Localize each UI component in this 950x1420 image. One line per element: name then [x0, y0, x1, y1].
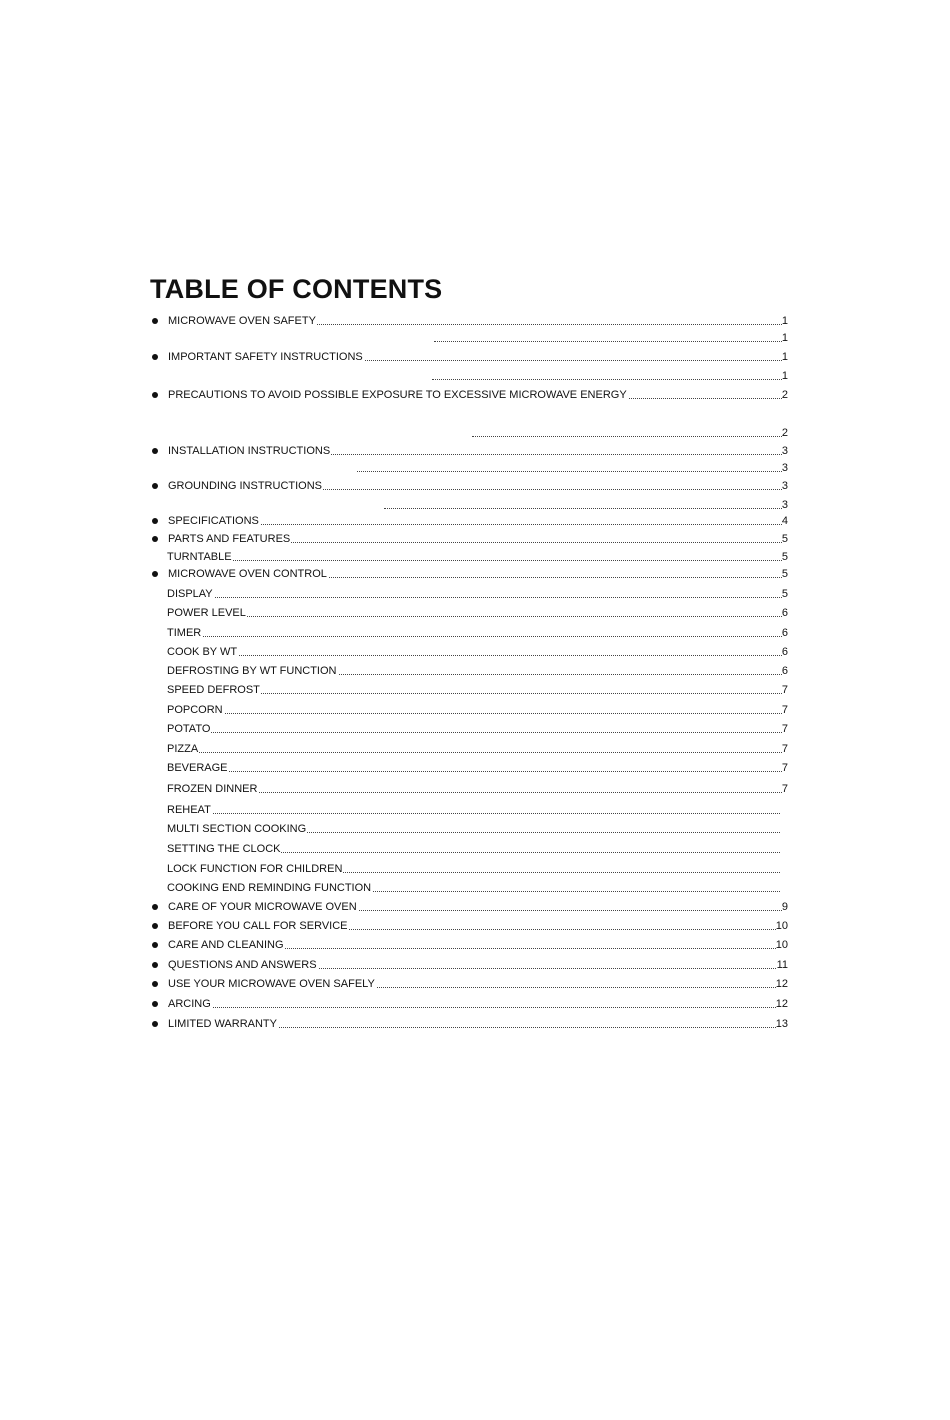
toc-entry-page-number: 3 [781, 499, 788, 511]
dot-leader [168, 813, 780, 814]
toc-entry[interactable] [0, 626, 950, 640]
toc-entry[interactable] [0, 532, 950, 546]
toc-entry-page-number: 5 [781, 568, 788, 580]
dot-leader [434, 341, 782, 342]
toc-entry-page-number: 3 [781, 480, 788, 492]
toc-entry-page-number: 1 [781, 315, 788, 327]
toc-entry[interactable] [0, 444, 950, 458]
page-title: TABLE OF CONTENTS [150, 274, 443, 304]
toc-entry-page-number: 5 [781, 551, 788, 563]
toc-entry-label: COOK BY WT [167, 646, 238, 658]
toc-entry-label: MULTI SECTION COOKING [167, 823, 307, 835]
toc-entry-page-number: 10 [775, 920, 788, 932]
toc-entry-page-number: 6 [781, 607, 788, 619]
dot-leader [384, 508, 782, 509]
toc-entry-page-number: 6 [781, 627, 788, 639]
toc-entry-label: USE YOUR MICROWAVE OVEN SAFELY [168, 978, 375, 990]
toc-entry-label: CARE AND CLEANING [168, 939, 284, 951]
toc-entry-label: SETTING THE CLOCK [167, 843, 281, 855]
toc-entry[interactable] [0, 900, 950, 914]
toc-entry[interactable] [0, 862, 950, 876]
toc-entry[interactable] [0, 314, 950, 328]
toc-entry[interactable] [0, 350, 950, 364]
toc-entry-page-number: 4 [781, 515, 788, 527]
toc-entry[interactable] [0, 388, 950, 402]
toc-entry[interactable] [0, 761, 950, 775]
toc-entry[interactable] [0, 742, 950, 756]
dot-leader [168, 732, 782, 733]
toc-entry[interactable] [0, 683, 950, 697]
bullet-icon [152, 1021, 158, 1027]
toc-entry-label: SPECIFICATIONS [168, 515, 259, 527]
toc-entry-label: DEFROSTING BY WT FUNCTION [167, 665, 337, 677]
toc-entry-page-number: 7 [781, 684, 788, 696]
dot-leader [168, 713, 782, 714]
toc-entry-label: DISPLAY [167, 588, 213, 600]
toc-entry-label: ARCING [168, 998, 211, 1010]
toc-entry[interactable] [0, 479, 950, 493]
toc-entry[interactable] [0, 919, 950, 933]
toc-entry[interactable] [0, 550, 950, 564]
toc-entry-page-number: 5 [781, 588, 788, 600]
toc-entry[interactable] [0, 958, 950, 972]
toc-entry-label: TURNTABLE [167, 551, 232, 563]
bullet-icon [152, 354, 158, 360]
toc-entry[interactable] [0, 977, 950, 991]
toc-entry-page-number: 2 [781, 389, 788, 401]
toc-entry-label: BEFORE YOU CALL FOR SERVICE [168, 920, 348, 932]
toc-entry-page-number: 7 [781, 704, 788, 716]
toc-entry-label: CARE OF YOUR MICROWAVE OVEN [168, 901, 357, 913]
toc-entry-label: REHEAT [167, 804, 211, 816]
bullet-icon [152, 536, 158, 542]
toc-entry-label: POTATO [167, 723, 211, 735]
toc-entry-page-number: 2 [781, 427, 788, 439]
toc-entry-label: FROZEN DINNER [167, 783, 258, 795]
toc-entry[interactable] [0, 664, 950, 678]
toc-entry-label: PIZZA [167, 743, 199, 755]
toc-entry-page-number: 1 [781, 351, 788, 363]
toc-entry-label: COOKING END REMINDING FUNCTION [167, 882, 372, 894]
bullet-icon [152, 942, 158, 948]
toc-entry-page-number: 3 [781, 445, 788, 457]
toc-entry-label: SPEED DEFROST [167, 684, 260, 696]
bullet-icon [152, 318, 158, 324]
dot-leader [472, 436, 782, 437]
toc-entry-page-number: 7 [781, 783, 788, 795]
toc-entry-label: IMPORTANT SAFETY INSTRUCTIONS [168, 351, 363, 363]
toc-entry-page-number: 11 [776, 959, 788, 971]
toc-entry[interactable] [0, 461, 950, 475]
toc-entry[interactable] [0, 881, 950, 895]
toc-entry-page-number: 7 [781, 723, 788, 735]
toc-entry-page-number: 3 [781, 462, 788, 474]
toc-entry[interactable] [0, 997, 950, 1011]
toc-entry[interactable] [0, 1017, 950, 1031]
bullet-icon [152, 483, 158, 489]
dot-leader [168, 792, 782, 793]
bullet-icon [152, 392, 158, 398]
toc-entry[interactable] [0, 803, 950, 817]
dot-leader [168, 560, 782, 561]
dot-leader [432, 379, 782, 380]
toc-entry[interactable] [0, 498, 950, 512]
toc-entry-label: QUESTIONS AND ANSWERS [168, 959, 317, 971]
toc-entry-page-number: 13 [775, 1018, 788, 1030]
toc-entry-label: PARTS AND FEATURES [168, 533, 291, 545]
dot-leader [168, 771, 782, 772]
dot-leader [168, 1007, 782, 1008]
bullet-icon [152, 1001, 158, 1007]
toc-entry[interactable] [0, 722, 950, 736]
toc-entry-label: LOCK FUNCTION FOR CHILDREN [167, 863, 343, 875]
toc-entry[interactable] [0, 822, 950, 836]
toc-entry-page-number: 6 [781, 646, 788, 658]
toc-entry-page-number: 9 [781, 901, 788, 913]
bullet-icon [152, 904, 158, 910]
toc-entry[interactable] [0, 645, 950, 659]
toc-entry-label: TIMER [167, 627, 202, 639]
toc-entry-label: MICROWAVE OVEN SAFETY [168, 315, 316, 327]
bullet-icon [152, 962, 158, 968]
toc-entry-label: MICROWAVE OVEN CONTROL [168, 568, 327, 580]
dot-leader [168, 636, 782, 637]
bullet-icon [152, 448, 158, 454]
toc-entry[interactable] [0, 331, 950, 345]
bullet-icon [152, 981, 158, 987]
toc-entry-page-number: 12 [775, 998, 788, 1010]
toc-entry-label: GROUNDING INSTRUCTIONS [168, 480, 322, 492]
toc-entry[interactable] [0, 587, 950, 601]
toc-entry[interactable] [0, 606, 950, 620]
toc-entry-label: POPCORN [167, 704, 223, 716]
toc-entry-page-number: 1 [781, 370, 788, 382]
bullet-icon [152, 571, 158, 577]
bullet-icon [152, 923, 158, 929]
toc-entry-label: BEVERAGE [167, 762, 228, 774]
toc-entry-page-number: 12 [775, 978, 788, 990]
dot-leader [168, 524, 782, 525]
toc-entry-page-number: 10 [775, 939, 788, 951]
toc-entry[interactable] [0, 426, 950, 440]
toc-entry-page-number: 5 [781, 533, 788, 545]
toc-entry[interactable] [0, 514, 950, 528]
dot-leader [168, 752, 782, 753]
dot-leader [168, 616, 782, 617]
toc-entry[interactable] [0, 567, 950, 581]
toc-entry-page-number: 1 [781, 332, 788, 344]
toc-entry[interactable] [0, 782, 950, 796]
toc-entry-label: INSTALLATION INSTRUCTIONS [168, 445, 331, 457]
toc-entry-label: LIMITED WARRANTY [168, 1018, 277, 1030]
toc-entry[interactable] [0, 938, 950, 952]
toc-entry[interactable] [0, 369, 950, 383]
toc-entry-page-number: 7 [781, 743, 788, 755]
dot-leader [168, 597, 782, 598]
toc-entry[interactable] [0, 703, 950, 717]
toc-entry-label: PRECAUTIONS TO AVOID POSSIBLE EXPOSURE TO EXCESSIVE MICROWAVE ENERGY [168, 389, 627, 401]
bullet-icon [152, 518, 158, 524]
toc-entry-page-number: 7 [781, 762, 788, 774]
toc-entry-page-number: 6 [781, 665, 788, 677]
toc-entry[interactable] [0, 842, 950, 856]
toc-entry-label: POWER LEVEL [167, 607, 246, 619]
dot-leader [357, 471, 782, 472]
dot-leader [168, 655, 782, 656]
